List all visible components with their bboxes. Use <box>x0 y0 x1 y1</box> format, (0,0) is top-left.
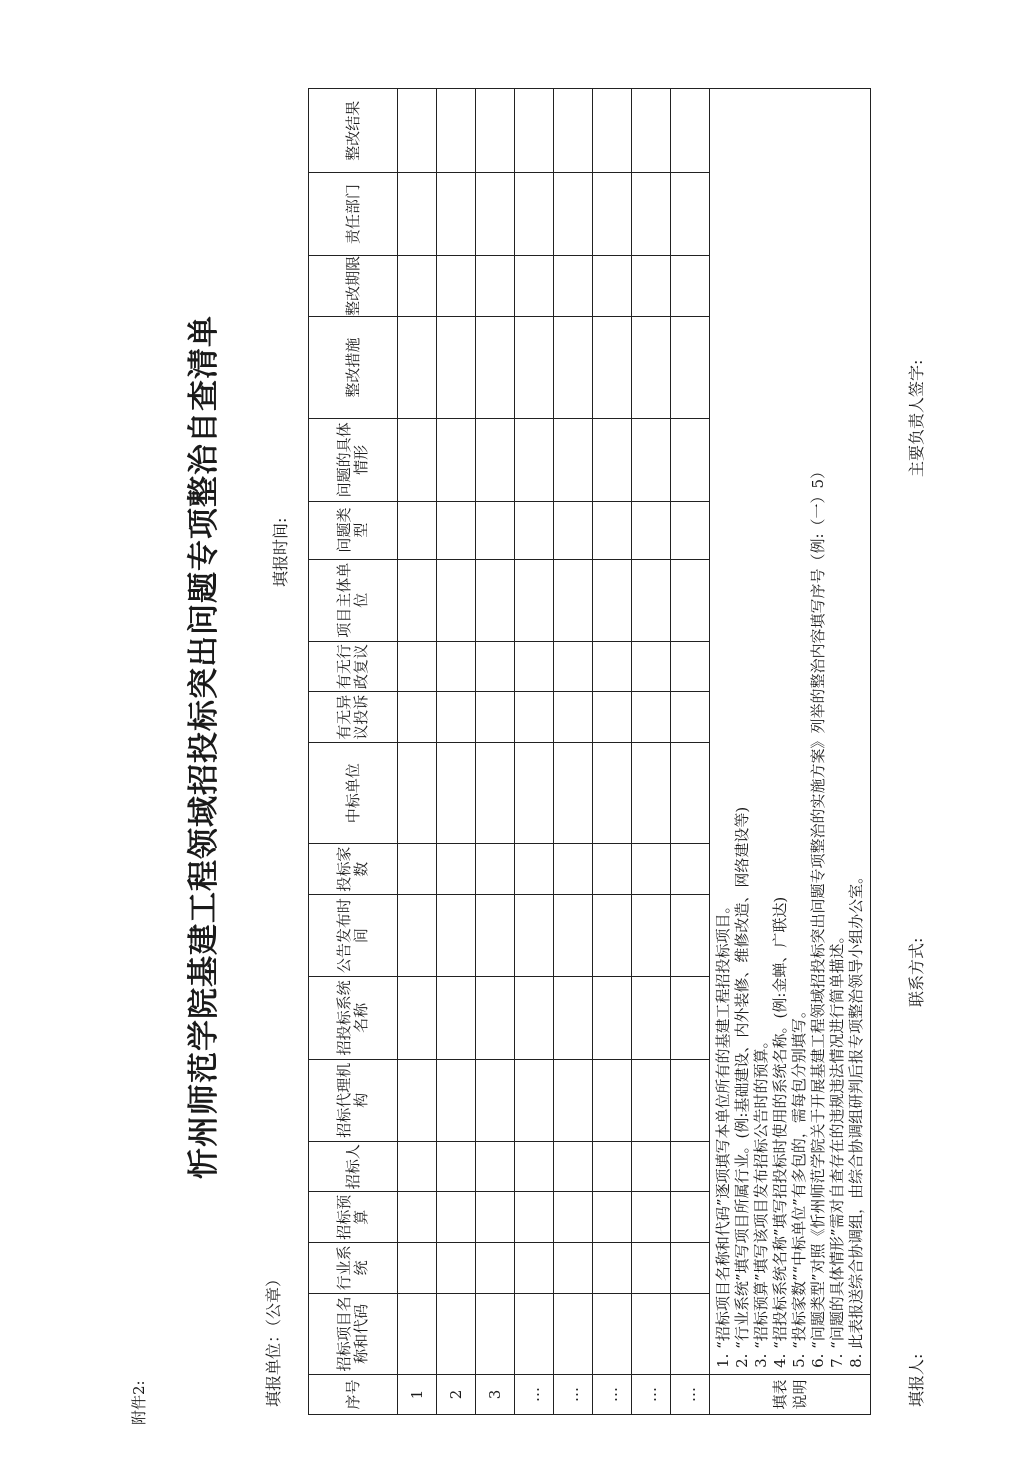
col-header: 行业系统 <box>309 1243 398 1294</box>
table-cell <box>632 1243 671 1294</box>
table-cell <box>476 977 515 1059</box>
table-row <box>632 89 671 1415</box>
table-cell <box>515 316 554 418</box>
table-cell <box>593 255 632 316</box>
table-cell <box>476 1141 515 1192</box>
table-cell <box>515 692 554 743</box>
note-line: 2. “行业系统”填写项目所属行业。(例:基础建设、内外装修、维修改造、网络建设等) <box>733 806 751 1368</box>
table-row <box>593 89 632 1415</box>
table-cell <box>593 316 632 418</box>
table-cell <box>437 641 476 692</box>
table-cell <box>671 1141 710 1192</box>
table-cell <box>554 743 593 844</box>
row-number: … <box>671 1374 710 1414</box>
table-cell <box>515 559 554 641</box>
col-header: 招标人 <box>309 1141 398 1192</box>
col-header: 项目主体单位 <box>309 559 398 641</box>
row-number: 2 <box>437 1374 476 1414</box>
table-header-row <box>309 89 398 1415</box>
table-cell <box>632 977 671 1059</box>
table-cell <box>398 173 437 255</box>
table-cell <box>515 501 554 559</box>
table-cell <box>632 173 671 255</box>
table-cell <box>593 1293 632 1374</box>
table-cell <box>515 1293 554 1374</box>
table-cell <box>671 977 710 1059</box>
table-cell <box>671 743 710 844</box>
table-cell <box>476 173 515 255</box>
table-cell <box>398 1243 437 1294</box>
table-cell <box>554 419 593 501</box>
table-cell <box>476 559 515 641</box>
checklist-table-area <box>90 88 884 1415</box>
table-cell <box>476 894 515 976</box>
table-cell <box>554 1243 593 1294</box>
page-title: 忻州师范学院基建工程领域招投标突出问题专项整治自查清单 <box>186 315 222 1179</box>
table-cell <box>554 501 593 559</box>
col-header: 投标家数 <box>309 844 398 895</box>
table-cell <box>398 89 437 174</box>
table-cell <box>437 894 476 976</box>
table-cell <box>398 316 437 418</box>
table-cell <box>593 559 632 641</box>
table-cell <box>476 316 515 418</box>
table-row <box>554 89 593 1415</box>
table-cell <box>671 1293 710 1374</box>
filler-label: 填报人: <box>907 1353 926 1407</box>
table-cell <box>593 894 632 976</box>
table-cell <box>398 1059 437 1141</box>
note-line: 7. “问题的具体情形”需对自查存在的违规违法情况进行简单描述。 <box>828 928 846 1368</box>
table-cell <box>515 1243 554 1294</box>
col-header: 责任部门 <box>309 173 398 255</box>
col-header: 整改结果 <box>309 89 398 174</box>
table-cell <box>554 1059 593 1141</box>
reporting-time-label: 填报时间: <box>271 517 290 587</box>
table-cell <box>554 1141 593 1192</box>
table-cell <box>671 844 710 895</box>
row-number: … <box>554 1374 593 1414</box>
table-cell <box>437 316 476 418</box>
table-cell <box>593 1243 632 1294</box>
table-cell <box>398 692 437 743</box>
table-cell <box>554 316 593 418</box>
table-cell <box>476 743 515 844</box>
row-number: … <box>632 1374 671 1414</box>
table-cell <box>437 977 476 1059</box>
table-cell <box>398 559 437 641</box>
table-cell <box>632 255 671 316</box>
table-cell <box>476 692 515 743</box>
table-cell <box>515 89 554 174</box>
note-line: 1. “招标项目名称和代码”逐项填写本单位所有的基建工程招投标项目。 <box>714 898 732 1368</box>
table-cell <box>593 173 632 255</box>
table-cell <box>398 641 437 692</box>
table-cell <box>632 89 671 174</box>
table-cell <box>398 1141 437 1192</box>
table-cell <box>398 501 437 559</box>
checklist-table <box>308 88 871 1415</box>
table-cell <box>398 1192 437 1243</box>
table-cell <box>554 692 593 743</box>
table-row <box>437 89 476 1415</box>
table-cell <box>398 844 437 895</box>
table-cell <box>554 255 593 316</box>
table-cell <box>593 977 632 1059</box>
table-cell <box>632 1192 671 1243</box>
table-cell <box>632 501 671 559</box>
table-cell <box>515 743 554 844</box>
table-cell <box>437 692 476 743</box>
table-cell <box>515 1059 554 1141</box>
signature-label: 主要负责人签字: <box>907 359 926 477</box>
table-cell <box>515 641 554 692</box>
table-cell <box>437 1141 476 1192</box>
table-cell <box>515 894 554 976</box>
table-cell <box>476 255 515 316</box>
table-cell <box>632 1293 671 1374</box>
table-cell <box>593 501 632 559</box>
row-number: 3 <box>476 1374 515 1414</box>
table-cell <box>554 173 593 255</box>
table-cell <box>554 1192 593 1243</box>
col-header: 有无异议投诉 <box>309 692 398 743</box>
table-cell <box>437 255 476 316</box>
table-cell <box>593 844 632 895</box>
table-cell <box>437 743 476 844</box>
table-cell <box>437 1192 476 1243</box>
table-cell <box>632 743 671 844</box>
attachment-label: 附件2: <box>130 1380 148 1425</box>
table-cell <box>671 1243 710 1294</box>
table-cell <box>398 894 437 976</box>
table-cell <box>476 1192 515 1243</box>
table-cell <box>398 1293 437 1374</box>
table-cell <box>593 1059 632 1141</box>
table-cell <box>593 419 632 501</box>
table-body <box>398 89 710 1415</box>
col-header: 公告发布时间 <box>309 894 398 976</box>
table-cell <box>593 743 632 844</box>
table-cell <box>437 1293 476 1374</box>
note-line: 5. “投标家数”“中标单位”有多包的，需每包分别填写。 <box>790 1003 808 1368</box>
note-line: 6. “问题类型”对照《忻州师范学院关于开展基建工程领域招投标突出问题专项整治的实施方案》列举的整治内容填写序号（例:（一）5） <box>809 463 827 1368</box>
col-header: 招投标系统名称 <box>309 977 398 1059</box>
table-cell <box>671 894 710 976</box>
reporting-unit-label: 填报单位：（公章） <box>264 1270 283 1407</box>
table-cell <box>476 641 515 692</box>
table-cell <box>515 1141 554 1192</box>
table-cell <box>437 1243 476 1294</box>
table-cell <box>632 1059 671 1141</box>
col-header: 招标代理机构 <box>309 1059 398 1141</box>
table-cell <box>476 1243 515 1294</box>
table-cell <box>554 844 593 895</box>
table-cell <box>632 894 671 976</box>
table-cell <box>476 844 515 895</box>
table-cell <box>671 501 710 559</box>
table-cell <box>671 419 710 501</box>
table-cell <box>476 501 515 559</box>
table-cell <box>515 419 554 501</box>
row-number: … <box>593 1374 632 1414</box>
table-cell <box>671 641 710 692</box>
row-number: … <box>515 1374 554 1414</box>
col-header: 问题的具体情形 <box>309 419 398 501</box>
table-cell <box>554 89 593 174</box>
notes-cell <box>710 89 871 1375</box>
table-cell <box>593 692 632 743</box>
col-header: 问题类型 <box>309 501 398 559</box>
table-cell <box>515 255 554 316</box>
table-cell <box>554 559 593 641</box>
note-line: 3. “招标预算”填写该项目发布招标公告时的预算。 <box>752 1033 770 1368</box>
table-cell <box>671 559 710 641</box>
table-cell <box>593 1141 632 1192</box>
col-header: 整改期限 <box>309 255 398 316</box>
table-cell <box>671 255 710 316</box>
table-cell <box>671 692 710 743</box>
note-line: 8. 此表报送综合协调组，由综合协调组研判后报专项整治领导小组办公室。 <box>847 868 865 1368</box>
table-cell <box>554 894 593 976</box>
table-cell <box>398 419 437 501</box>
table-cell <box>554 977 593 1059</box>
table-cell <box>476 89 515 174</box>
table-cell <box>632 641 671 692</box>
table-cell <box>398 977 437 1059</box>
table-cell <box>632 559 671 641</box>
row-number: 1 <box>398 1374 437 1414</box>
col-header: 序号 <box>309 1374 398 1414</box>
table-cell <box>554 641 593 692</box>
table-cell <box>515 977 554 1059</box>
table-cell <box>671 316 710 418</box>
table-cell <box>437 559 476 641</box>
table-cell <box>437 501 476 559</box>
table-cell <box>515 1192 554 1243</box>
table-cell <box>437 844 476 895</box>
notes-row <box>710 89 871 1415</box>
table-cell <box>437 173 476 255</box>
col-header: 整改措施 <box>309 316 398 418</box>
col-header: 中标单位 <box>309 743 398 844</box>
col-header: 招标项目名称和代码 <box>309 1293 398 1374</box>
contact-label: 联系方式: <box>907 937 926 1007</box>
table-row <box>671 89 710 1415</box>
table-cell <box>593 641 632 692</box>
table-cell <box>671 89 710 174</box>
note-line: 4. “招投标系统名称”填写招投标时使用的系统名称。(例:金蝉、广联达) <box>771 896 789 1368</box>
table-cell <box>515 844 554 895</box>
table-cell <box>515 173 554 255</box>
table-row <box>398 89 437 1415</box>
table-cell <box>437 419 476 501</box>
table-cell <box>671 1059 710 1141</box>
table-cell <box>632 844 671 895</box>
table-cell <box>593 89 632 174</box>
table-cell <box>398 743 437 844</box>
table-cell <box>632 692 671 743</box>
table-cell <box>437 89 476 174</box>
table-cell <box>671 1192 710 1243</box>
table-row <box>476 89 515 1415</box>
table-cell <box>554 1293 593 1374</box>
table-cell <box>476 1059 515 1141</box>
table-cell <box>476 1293 515 1374</box>
table-cell <box>632 419 671 501</box>
notes-label: 填表说明 <box>710 1374 871 1414</box>
col-header: 有无行政复议 <box>309 641 398 692</box>
table-cell <box>437 1059 476 1141</box>
table-cell <box>632 316 671 418</box>
table-cell <box>671 173 710 255</box>
table-cell <box>593 1192 632 1243</box>
col-header: 招标预算 <box>309 1192 398 1243</box>
table-cell <box>398 255 437 316</box>
table-cell <box>476 419 515 501</box>
table-row <box>515 89 554 1415</box>
table-cell <box>632 1141 671 1192</box>
